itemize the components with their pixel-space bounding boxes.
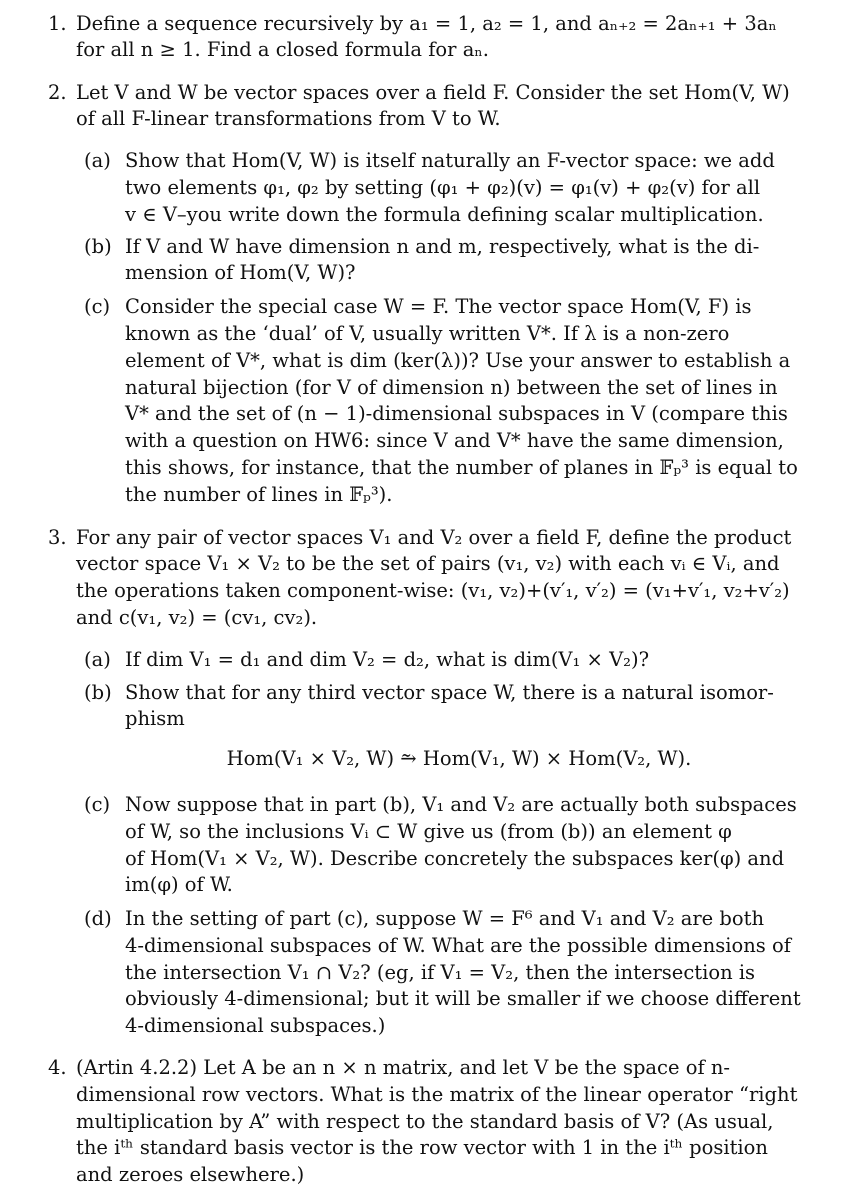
problem-number: 2. [48,81,67,104]
problem-text-line: For any pair of vector spaces V₁ and V₂ over a field F, define the product [76,526,792,549]
part-text-line: 4-dimensional subspaces.) [125,1014,386,1037]
part-text-line: Show that for any third vector space W, there is a natural isomor- [125,681,774,704]
part-text-line: known as the ‘dual’ of V, usually written V*. If λ is a non-zero [125,322,730,345]
part-text-line: V* and the set of (n − 1)-dimensional subspaces in V (compare this [125,402,788,425]
problem-text-line: multiplication by A” with respect to the standard basis of V? (As usual, [76,1110,774,1133]
part-text-line: v ∈ V–you write down the formula defining scalar multiplication. [125,203,764,226]
part-label: (a) [84,648,111,671]
part-text-line: element of V*, what is dim (ker(λ))? Use your answer to establish a [125,349,791,372]
part-text-line: im(φ) of W. [125,873,233,896]
problem-text-line: the operations taken component-wise: (v₁, v₂)+(v′₁, v′₂) = (v₁+v′₁, v₂+v′₂) [76,579,790,602]
part-text-line: with a question on HW6: since V and V* have the same dimension, [125,429,784,452]
problem-text-line: the iᵗʰ standard basis vector is the row vector with 1 in the iᵗʰ position [76,1136,768,1159]
problem-text-line: Let V and W be vector spaces over a field F. Consider the set Hom(V, W) [76,81,790,104]
problem-text-line: Define a sequence recursively by a₁ = 1, a₂ = 1, and aₙ₊₂ = 2aₙ₊₁ + 3aₙ [76,12,777,35]
part-text-line: 4-dimensional subspaces of W. What are the possible dimensions of [125,934,791,957]
part-label: (a) [84,149,111,172]
part-text-line: phism [125,707,185,730]
part-label: (d) [84,907,112,930]
part-text-line: obviously 4-dimensional; but it will be smaller if we choose different [125,987,801,1010]
part-text-line: In the setting of part (c), suppose W = F⁶ and V₁ and V₂ are both [125,907,765,930]
part-text-line: If V and W have dimension n and m, respectively, what is the di- [125,235,760,258]
part-text-line: Consider the special case W = F. The vector space Hom(V, F) is [125,295,752,318]
problem-text-line: and c(v₁, v₂) = (cv₁, cv₂). [76,606,318,629]
part-text-line: Now suppose that in part (b), V₁ and V₂ are actually both subspaces [125,793,797,816]
part-label: (c) [84,793,111,816]
part-text-line: Show that Hom(V, W) is itself naturally an F-vector space: we add [125,149,775,172]
part-text-line: of W, so the inclusions Vᵢ ⊂ W give us (from (b)) an element φ [125,820,732,843]
part-text-line: the number of lines in 𝔽ₚ³). [125,483,393,506]
part-label: (b) [84,235,112,258]
part-label: (b) [84,681,112,704]
problem-text-line: and zeroes elsewhere.) [76,1163,305,1186]
display-equation: Hom(V₁ × V₂, W) ⥲ Hom(V₁, W) × Hom(V₂, W). [226,747,692,770]
part-text-line: If dim V₁ = d₁ and dim V₂ = d₂, what is dim(V₁ × V₂)? [125,648,650,671]
problem-text-line: of all F-linear transformations from V to W. [76,107,501,130]
part-text-line: mension of Hom(V, W)? [125,261,356,284]
problem-number: 1. [48,12,67,35]
problem-number: 4. [48,1056,67,1079]
part-text-line: natural bijection (for V of dimension n) between the set of lines in [125,376,778,399]
part-label: (c) [84,295,111,318]
problem-text-line: (Artin 4.2.2) Let A be an n × n matrix, and let V be the space of n- [76,1056,731,1079]
part-text-line: of Hom(V₁ × V₂, W). Describe concretely the subspaces ker(φ) and [125,847,785,870]
problem-text-line: dimensional row vectors. What is the matrix of the linear operator “right [76,1083,798,1106]
problem-number: 3. [48,526,67,549]
part-text-line: this shows, for instance, that the number of planes in 𝔽ₚ³ is equal to [125,456,798,479]
problem-text-line: vector space V₁ × V₂ to be the set of pairs (v₁, v₂) with each vᵢ ∈ Vᵢ, and [76,552,780,575]
problem-text-line: for all n ≥ 1. Find a closed formula for aₙ. [76,38,489,61]
part-text-line: the intersection V₁ ∩ V₂? (eg, if V₁ = V₂, then the intersection is [125,961,756,984]
part-text-line: two elements φ₁, φ₂ by setting (φ₁ + φ₂)(v) = φ₁(v) + φ₂(v) for all [125,176,761,199]
